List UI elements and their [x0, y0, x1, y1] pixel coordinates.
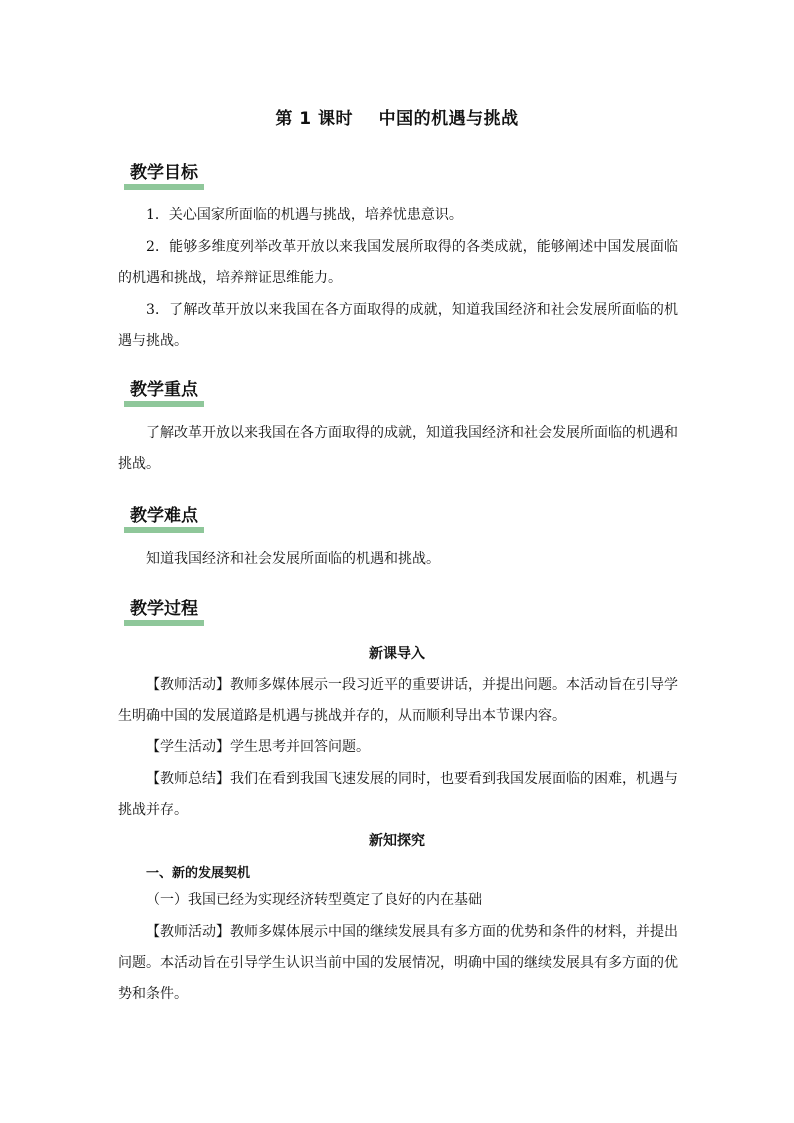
- intro-title: 新课导入: [369, 646, 425, 662]
- difficulties-text: 知道我国经济和社会发展所面临的机遇和挑战。: [146, 551, 440, 567]
- key-points-text: 了解改革开放以来我国在各方面取得的成就，知道我国经济和社会发展所面临的机遇和挑战。: [118, 425, 678, 472]
- heading-highlight: [124, 527, 204, 533]
- heading-difficulties: 教学难点: [124, 503, 204, 533]
- heading-highlight: [124, 401, 204, 407]
- explore-subsection-one: （一）我国已经为实现经济转型奠定了良好的内在基础: [146, 892, 482, 908]
- explore-teacher-activity: 【教师活动】教师多媒体展示中国的继续发展具有多方面的优势和条件的材料，并提出问题。本活动旨在引导学生认识当前中国的发展情况，明确中国的继续发展具有多方面的优势和条件。: [118, 924, 678, 1002]
- explore-section-one: 一、新的发展契机: [146, 866, 251, 881]
- objective-item-1: 1．关心国家所面临的机遇与挑战，培养忧患意识。: [146, 207, 463, 223]
- explore-title: 新知探究: [369, 833, 425, 849]
- objective-item-3: 3．了解改革开放以来我国在各方面取得的成就，知道我国经济和社会发展所面临的机遇与挑战。: [118, 302, 678, 349]
- heading-highlight: [124, 620, 204, 626]
- document-title: 第 1 课时 中国的机遇与挑战: [275, 109, 519, 129]
- intro-student-activity: 【学生活动】学生思考并回答问题。: [146, 739, 370, 755]
- intro-teacher-activity: 【教师活动】教师多媒体展示一段习近平的重要讲话，并提出问题。本活动旨在引导学生明确中国的发展道路是机遇与挑战并存的，从而顺利导出本节课内容。: [118, 677, 678, 724]
- heading-objectives: 教学目标: [124, 160, 204, 190]
- objective-item-2: 2．能够多维度列举改革开放以来我国发展所取得的各类成就，能够阐述中国发展面临的机遇和挑战，培养辩证思维能力。: [118, 239, 678, 286]
- heading-process: 教学过程: [124, 596, 204, 626]
- heading-highlight: [124, 184, 204, 190]
- heading-key-points: 教学重点: [124, 377, 204, 407]
- intro-teacher-summary: 【教师总结】我们在看到我国飞速发展的同时，也要看到我国发展面临的困难，机遇与挑战并存。: [118, 771, 678, 818]
